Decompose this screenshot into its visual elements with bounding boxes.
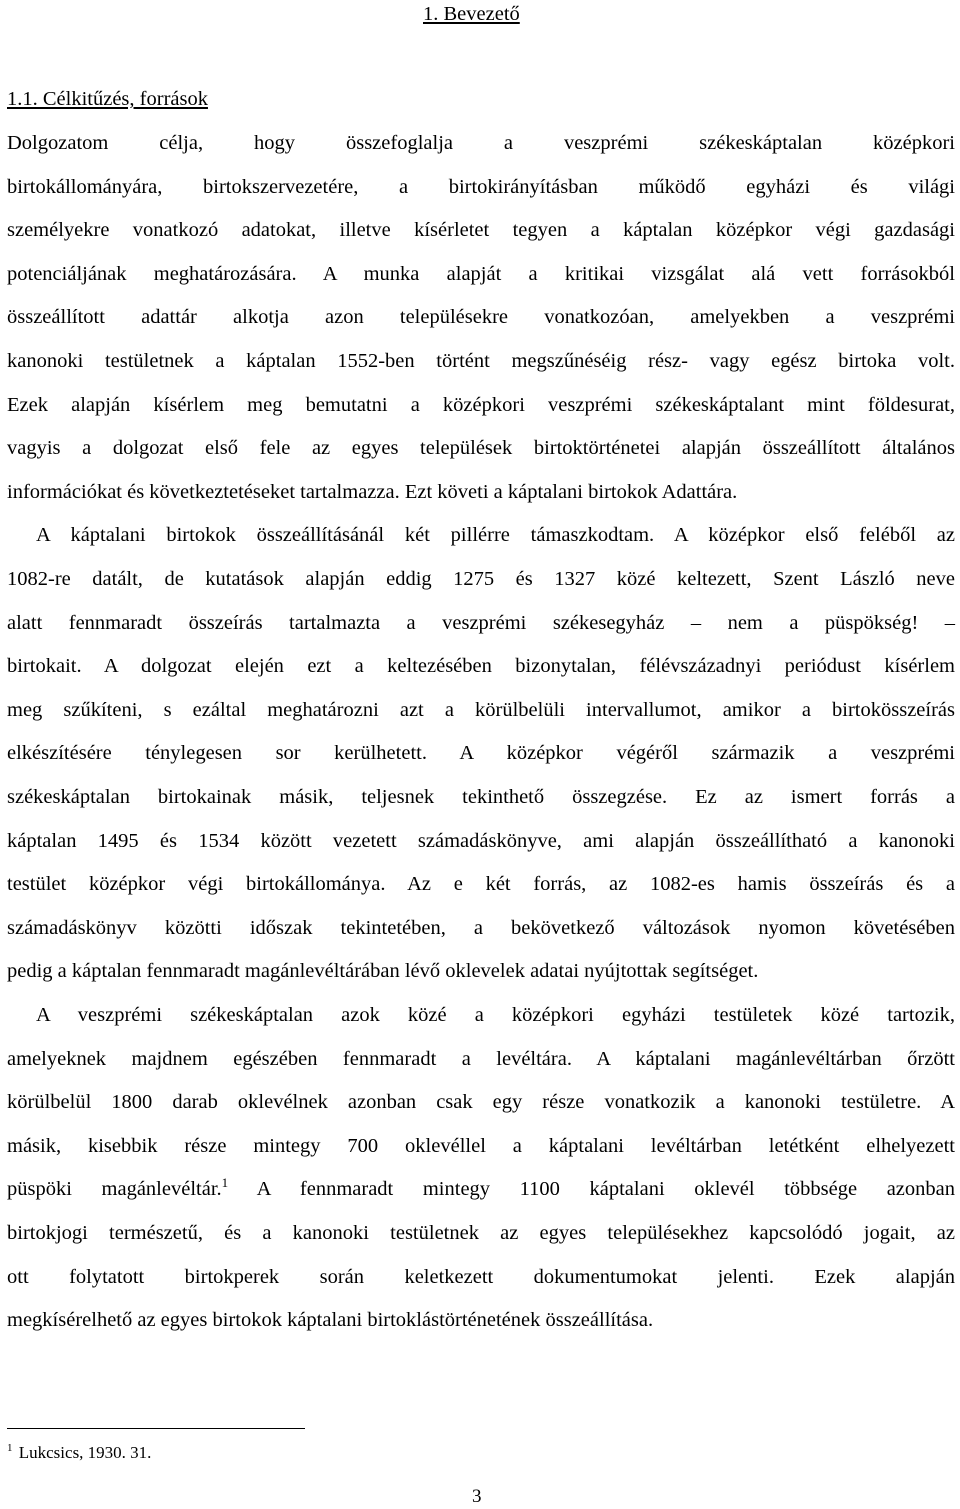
body-line: A veszprémi székeskáptalan azok közé a középkori egyházi testületek közé tartozik,: [36, 1004, 955, 1026]
section-heading: 1.1. Célkitűzés, források: [7, 88, 208, 110]
body-line: Ezek alapján kísérlem meg bemutatni a középkori veszprémi székeskáptalant mint földesurat,: [7, 393, 955, 416]
body-line: körülbelül 1800 darab oklevélnek azonban csak egy része vonatkozik a kanonoki testületre. A: [7, 1091, 955, 1114]
body-line: másik, kisebbik része mintegy 700 oklevéllel a káptalani levéltárban letétként elhelyezett: [7, 1134, 955, 1157]
body-line: információkat és következtetéseket tartalmazza. Ezt követi a káptalani birtokok Adattára.: [7, 480, 738, 503]
body-line: elkészítésére ténylegesen sor kerülhetett. A középkor végéről származik a veszprémi: [7, 742, 955, 765]
body-line: testület középkor végi birtokállománya. Az e két forrás, az 1082-es hamis összeírás és a: [7, 873, 955, 896]
body-line-segment: A fennmaradt mintegy 1100 káptalani oklevél többsége azonban: [228, 1178, 955, 1201]
body-line: A káptalani birtokok összeállításánál két pillérre támaszkodtam. A középkor első feléből az: [36, 524, 955, 547]
body-line: meg szűkíteni, s ezáltal meghatározni azt a körülbelüli intervallumot, amikor a birtokösszeírás: [7, 698, 955, 721]
body-line: személyekre vonatkozó adatokat, illetve kísérletet tegyen a káptalan középkor végi gazdasági: [7, 219, 955, 242]
footnote-mark: 1: [7, 1442, 13, 1454]
body-line: számadáskönyv közötti időszak tekintetében, a bekövetkező változások nyomon követésében: [7, 916, 955, 939]
body-line: birtokait. A dolgozat elején ezt a keltezésében bizonytalan, félévszázadnyi periódust kísérlem: [7, 655, 955, 678]
page-number: 3: [472, 1486, 482, 1507]
body-line: kanonoki testületnek a káptalan 1552-ben történt megszűnéséig rész- vagy egész birtoka volt.: [7, 350, 955, 372]
body-line: [7, 1176, 955, 1202]
footnote: [7, 1442, 151, 1464]
body-line: összeállított adattár alkotja azon településekre vonatkozóan, amelyekben a veszprémi: [7, 306, 955, 329]
chapter-heading: 1. Bevezető: [423, 3, 520, 25]
body-line: 1082-re datált, de kutatások alapján eddig 1275 és 1327 közé keltezett, Szent László neve: [7, 568, 955, 590]
footnote-separator: [7, 1428, 305, 1429]
body-line: birtokjogi természetű, és a kanonoki testületnek az egyes településekhez kapcsolódó jogait, az: [7, 1222, 955, 1244]
body-line: amelyeknek majdnem egészében fennmaradt a levéltára. A káptalani magánlevéltárban őrzött: [7, 1047, 955, 1070]
body-line: pedig a káptalan fennmaradt magánlevéltárában lévő oklevelek adatai nyújtottak segítséget.: [7, 960, 759, 983]
body-line: káptalan 1495 és 1534 között vezetett számadáskönyve, ami alapján összeállítható a kanonoki: [7, 829, 955, 852]
body-line: vagyis a dolgozat első fele az egyes települések birtoktörténetei alapján összeállított általános: [7, 437, 955, 460]
footnote-reference: 1: [221, 1175, 229, 1191]
body-line: megkísérelhető az egyes birtokok káptalani birtoklástörténetének összeállítása.: [7, 1309, 654, 1332]
footnote-text: Lukcsics, 1930. 31.: [18, 1443, 152, 1462]
body-line: potenciáljának meghatározására. A munka alapját a kritikai vizsgálat alá vett forrásokból: [7, 262, 955, 285]
body-line: birtokállományára, birtokszervezetére, a birtokirányításban működő egyházi és világi: [7, 175, 955, 198]
body-line: székeskáptalan birtokainak másik, teljesnek tekinthető összegzése. Ez az ismert forrás a: [7, 786, 955, 808]
body-line: alatt fennmaradt összeírás tartalmazta a veszprémi székesegyház – nem a püspökség! –: [7, 611, 955, 634]
body-line: Dolgozatom célja, hogy összefoglalja a veszprémi székeskáptalan középkori: [7, 132, 955, 154]
body-line: ott folytatott birtokperek során keletkezett dokumentumokat jelenti. Ezek alapján: [7, 1265, 955, 1288]
body-line-segment: püspöki magánlevéltár.: [7, 1178, 222, 1201]
